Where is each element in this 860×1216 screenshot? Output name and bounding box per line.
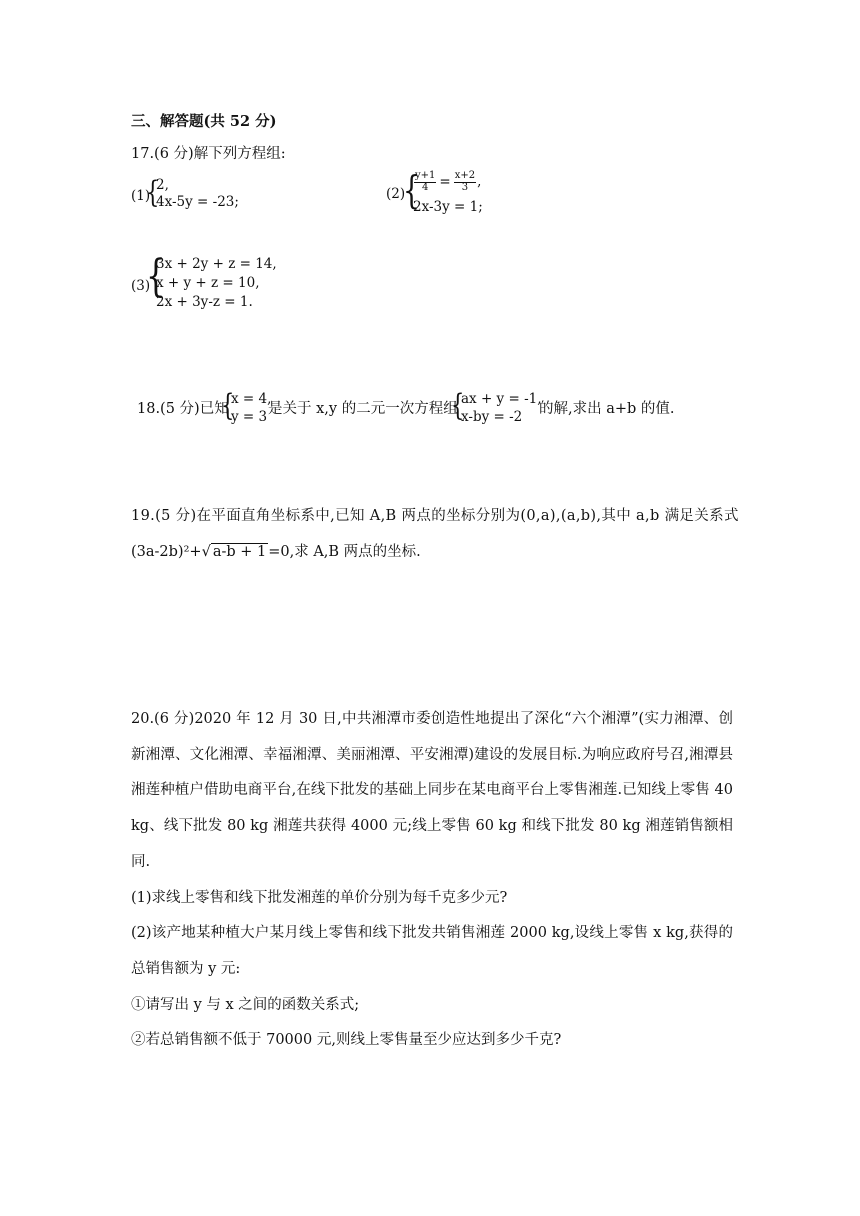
q19-line2 — [131, 544, 421, 561]
q17-part1-number: (1) — [131, 188, 151, 204]
q20-part2: (2)该产地某种植大户某月线上零售和线下批发共销售湘莲 2000 kg,设线上零售 x kg,获得的总销售额为 y 元: — [131, 925, 733, 977]
q20-part1: (1)求线上零售和线下批发湘莲的单价分别为每千克多少元? — [131, 889, 508, 906]
brace-icon: { — [403, 168, 420, 212]
q17-part2-system — [403, 168, 543, 219]
q17-part2-number: (2) — [386, 186, 406, 202]
q20-block — [131, 702, 733, 1059]
q19-line1: 19.(5 分)在平面直角坐标系中,已知 A,B 两点的坐标分别为(0,a),(a,b),其中 a,b 满足关系式 — [131, 508, 739, 524]
q17-part1-system — [146, 175, 286, 216]
section-title: 三、解答题(共 52 分) — [131, 113, 277, 130]
q20-part2a: ①请写出 y 与 x 之间的函数关系式; — [131, 996, 360, 1013]
q18-solution-line1: x = 4, — [231, 391, 272, 407]
q17-part3-system — [146, 251, 306, 316]
q17-part1-line2: 4x-5y = -23; — [156, 194, 239, 210]
q17-label: 17.(6 分)解下列方程组: — [131, 146, 286, 162]
q18-equation-line1: ax + y = -1, — [461, 391, 542, 407]
q17-part3-line2: x + y + z = 10, — [156, 275, 260, 291]
sqrt-icon: √ — [201, 544, 211, 560]
q17-part3-number: (3) — [131, 278, 151, 294]
fraction: $\frac{x+2}{3}$ — [454, 170, 476, 193]
q17-part3-line3: 2x + 3y-z = 1. — [156, 294, 253, 310]
q18-prefix: 18.(5 分)已知 — [137, 401, 229, 417]
q18-equation-system — [451, 388, 542, 429]
q20-intro: 20.(6 分)2020 年 12 月 30 日,中共湘潭市委创造性地提出了深化“六个湘潭”(实力湘潭、创新湘潭、文化湘潭、幸福湘潭、美丽湘潭、平安湘潭)建设的发展目标.为响应政府号召,湘潭县湘莲种植户借助电商平台,在线下批发的基础上同步在某电商平台上零售湘莲.已知线上零售 40 kg、线下批发 80 kg 湘莲共获得 4000 元;线上零售 60 kg 和线下批发 80 kg 湘莲销售额相同. — [131, 711, 733, 870]
q18-equation-line2: x-by = -2 — [461, 409, 523, 425]
q17-part2-line2: 2x-3y = 1; — [413, 199, 483, 215]
q18-middle: 是关于 x,y 的二元一次方程组 — [268, 401, 458, 417]
q18-suffix: 的解,求出 a+b 的值. — [539, 401, 675, 417]
q19-conclusion: =0,求 A,B 两点的坐标. — [268, 544, 421, 560]
q19-expression: (3a-2b)²+ — [131, 544, 202, 560]
fraction: $\frac{y+1}{4}$ — [415, 170, 436, 193]
q17-part2-line1: $\frac{y+1}{4}$ = $\frac{x+2}{3}$ , — [415, 170, 482, 193]
brace-icon: { — [451, 388, 465, 423]
q18-solution-line2: y = 3 — [231, 409, 268, 425]
brace-icon: { — [146, 175, 160, 210]
q17-part1-line1: 2, — [156, 177, 169, 193]
q20-part2b: ②若总销售额不低于 70000 元,则线上零售量至少应达到多少千克? — [131, 1032, 562, 1049]
brace-icon: { — [221, 388, 235, 423]
q19-sqrt-inner: a-b + 1 — [212, 544, 267, 560]
q17-part3-line1: 3x + 2y + z = 14, — [156, 256, 277, 272]
brace-icon: { — [146, 251, 166, 302]
